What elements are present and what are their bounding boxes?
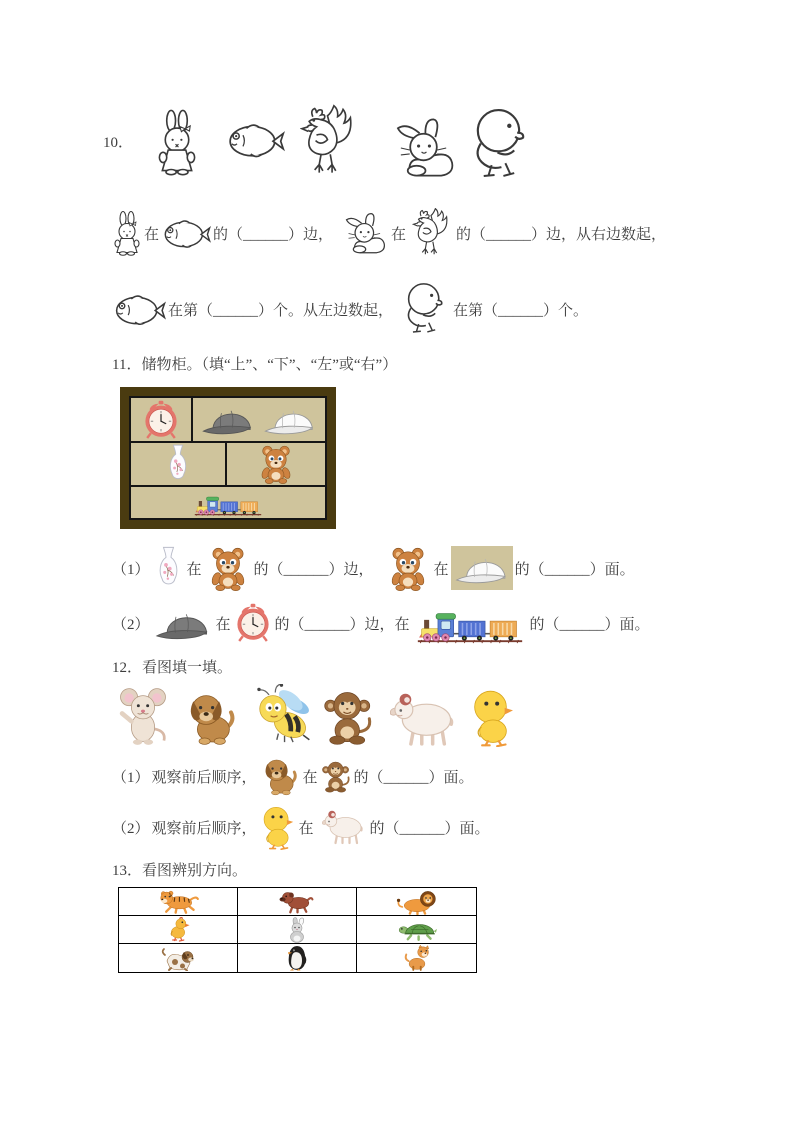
grid-cell-r2c1	[119, 916, 238, 944]
penguin-icon	[286, 945, 308, 971]
text-segment: 观察前后顺序，	[151, 769, 257, 786]
text-segment: 的（______）面。	[529, 616, 650, 633]
chick-icon	[468, 687, 518, 747]
sheep-icon	[319, 809, 365, 845]
grid-cell-r3c1	[119, 944, 238, 972]
grid-cell-r2c2	[238, 916, 357, 944]
question-11-sub-2	[112, 598, 650, 648]
teddy-bear-icon	[384, 546, 432, 591]
vase-icon	[156, 546, 181, 590]
question-13-title: 13．看图辨别方向。	[112, 863, 248, 879]
text-segment: 在	[433, 561, 449, 578]
grid-cell-r3c2	[238, 944, 357, 972]
text-segment: 在第（______）个。从左边数起，	[168, 302, 394, 319]
duckling-icon	[166, 917, 190, 942]
text-segment: 的（______）面。	[353, 769, 474, 786]
chick-icon	[259, 804, 297, 850]
cabinet-cell-train	[131, 487, 325, 518]
rooster-icon	[412, 208, 450, 258]
question-12-sub-1	[112, 752, 474, 800]
rabbit-girl-icon	[155, 98, 199, 186]
cabinet-cell-clock	[131, 398, 193, 441]
grid-cell-r1c3	[357, 888, 476, 916]
dog-icon	[259, 756, 301, 796]
text-segment: 在	[302, 769, 318, 786]
text-segment: 的（______）面。	[369, 820, 490, 837]
cabinet-middle-row	[131, 443, 325, 487]
cabinet-bottom-row	[131, 487, 325, 518]
question-12-sub-2	[112, 803, 490, 851]
grid-cell-r1c2	[238, 888, 357, 916]
cabinet-cell-bear	[227, 443, 325, 485]
cabinet-top-row	[131, 398, 325, 443]
sub-number: （2）	[112, 616, 150, 633]
sub-number: （1）	[112, 561, 150, 578]
direction-grid	[118, 887, 477, 973]
rooster-icon	[300, 104, 355, 179]
teddy-bear-icon	[204, 546, 252, 591]
dog-icon	[181, 690, 241, 746]
white-cap-icon	[451, 546, 513, 590]
question-10-line-1	[112, 203, 666, 263]
fish-icon	[225, 116, 285, 163]
question-11-sub-1	[112, 543, 635, 593]
text-segment: 的（______）边，在	[274, 616, 410, 633]
spotted-dog-icon	[160, 946, 196, 971]
grey-cap-icon	[201, 403, 255, 436]
grid-cell-r1c1	[119, 888, 238, 916]
storage-cabinet	[120, 387, 336, 529]
grid-cell-r3c3	[357, 944, 476, 972]
text-segment: 在第（______）个。	[453, 302, 589, 319]
question-11-title: 11．储物柜。（填“上”、“下”、“左”或“右”）	[112, 357, 398, 373]
rabbit-icon	[390, 117, 459, 179]
question-10-number: 10．	[103, 135, 134, 151]
rabbit-icon	[341, 212, 389, 255]
chick-outline-icon	[401, 281, 445, 337]
fish-icon	[112, 289, 166, 329]
alarm-clock-icon	[143, 400, 179, 440]
red-dog-icon	[279, 890, 315, 914]
tiger-icon	[156, 889, 200, 915]
text-segment: 在	[298, 820, 314, 837]
text-segment: 的（______）边，	[253, 561, 374, 578]
rabbit-girl-icon	[112, 204, 142, 262]
text-segment: 的（______）面。	[514, 561, 635, 578]
cabinet-cell-caps	[193, 398, 325, 441]
cabinet-cell-vase	[131, 443, 227, 485]
grey-cap-icon	[154, 606, 212, 641]
lion-icon	[395, 889, 439, 915]
monkey-icon	[320, 754, 352, 798]
vase-icon	[166, 444, 190, 484]
sub-number: （1）	[112, 769, 150, 786]
turtle-icon	[397, 919, 437, 941]
sub-number: （2）	[112, 820, 150, 837]
monkey-icon	[320, 686, 376, 747]
text-segment: 在	[215, 616, 231, 633]
mouse-icon	[114, 684, 172, 746]
cabinet-shelves	[129, 396, 327, 520]
text-segment: 的（______）边，	[213, 226, 334, 243]
alarm-clock-icon	[235, 603, 271, 643]
grid-cell-r2c3	[357, 916, 476, 944]
grey-rabbit-icon	[287, 917, 307, 943]
chick-outline-icon	[468, 106, 527, 183]
text-segment: 观察前后顺序，	[151, 820, 257, 837]
sheep-icon	[385, 691, 457, 747]
white-cap-icon	[263, 403, 317, 436]
fish-icon	[161, 214, 211, 252]
train-icon	[143, 489, 313, 517]
text-segment: 的（______）边，从右边数起，	[456, 226, 667, 243]
question-10-line-2	[112, 281, 588, 337]
orange-cat-icon	[403, 945, 431, 971]
text-segment: 在	[144, 226, 160, 243]
train-icon	[415, 601, 525, 645]
text-segment: 在	[391, 226, 407, 243]
bee-icon	[252, 684, 314, 746]
question-12-title: 12．看图填一填。	[112, 660, 233, 676]
text-segment: 在	[186, 561, 202, 578]
teddy-bear-icon	[255, 444, 297, 484]
